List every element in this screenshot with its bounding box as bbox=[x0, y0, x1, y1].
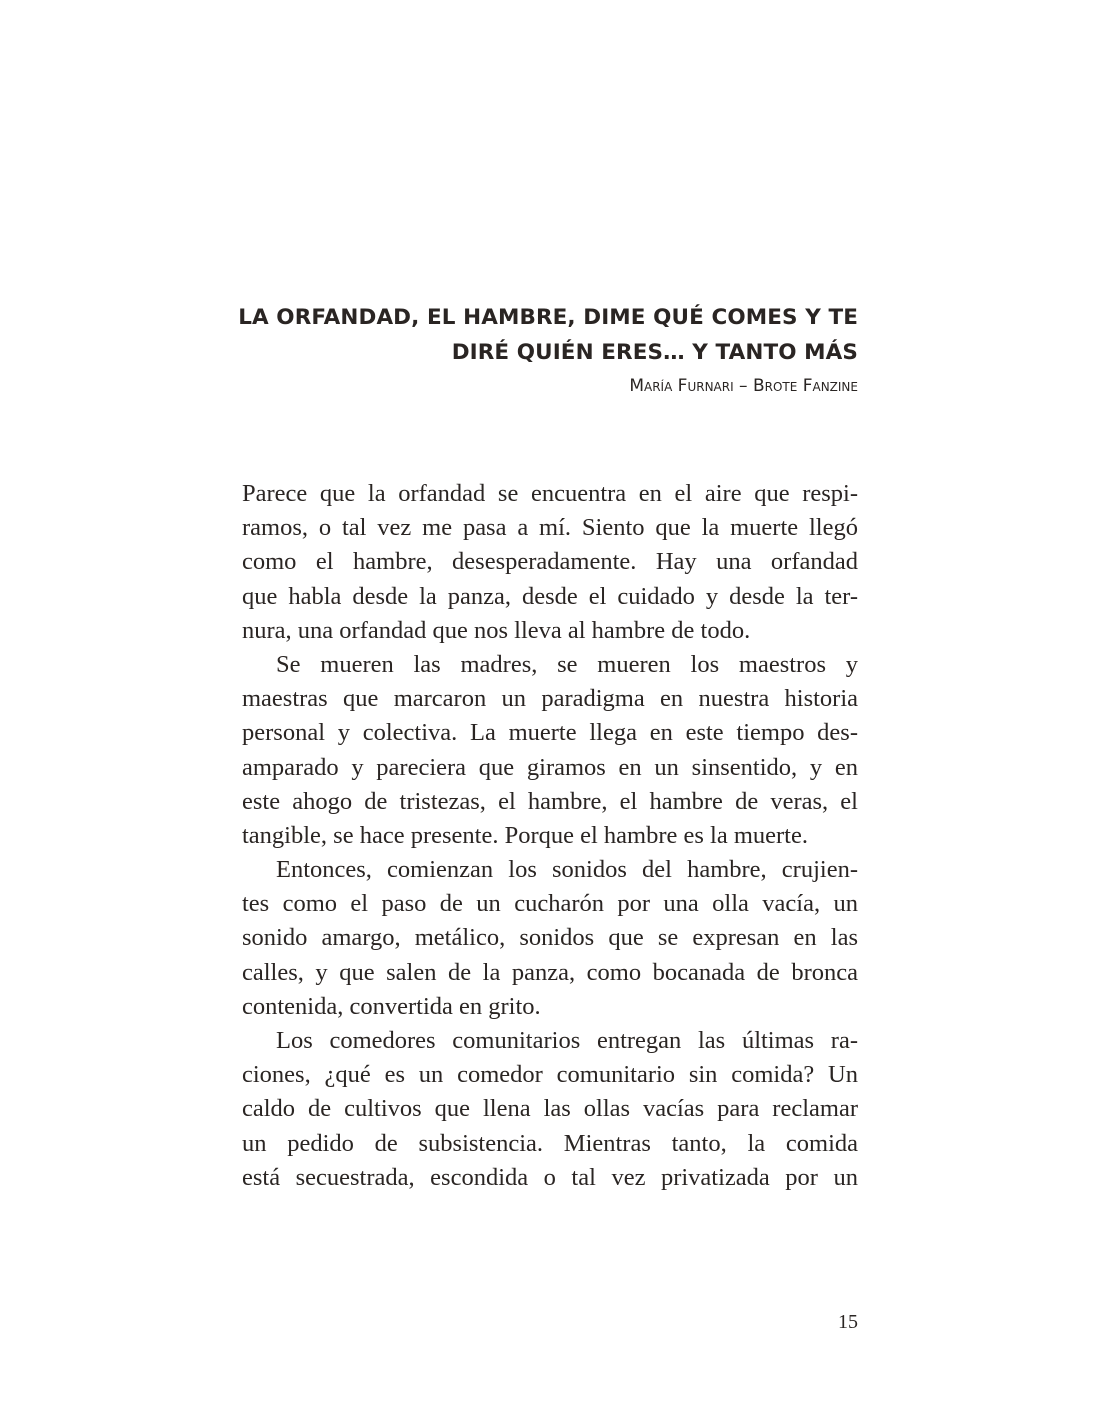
text-line: contenida, convertida en grito. bbox=[242, 992, 541, 1020]
text-line: calles, y que salen de la panza, como bocanada de bronca bbox=[242, 958, 858, 986]
text-line: que habla desde la panza, desde el cuidado y desde la ter- bbox=[242, 582, 858, 610]
text-line: Parece que la orfandad se encuentra en el aire que respi- bbox=[242, 480, 858, 507]
text-line: ramos, o tal vez me pasa a mí. Siento que la muerte llegó bbox=[242, 514, 858, 542]
text-line: como el hambre, desesperadamente. Hay una orfandad bbox=[242, 548, 858, 576]
chapter-title-line: DIRÉ QUIÉN ERES… Y TANTO MÁS bbox=[451, 340, 858, 365]
paragraph bbox=[242, 1024, 858, 1195]
text-line: sonido amargo, metálico, sonidos que se expresan en las bbox=[242, 924, 858, 952]
paragraph bbox=[242, 477, 858, 648]
paragraph bbox=[242, 648, 858, 853]
text-line: tangible, se hace presente. Porque el hambre es la muerte. bbox=[242, 821, 808, 849]
text-line: Los comedores comunitarios entregan las últimas ra- bbox=[276, 1027, 858, 1054]
chapter-title-line: LA ORFANDAD, EL HAMBRE, DIME QUÉ COMES Y TE bbox=[238, 305, 858, 330]
page-number: 15 bbox=[838, 1311, 858, 1333]
text-line: Se mueren las madres, se mueren los maestros y bbox=[276, 650, 858, 678]
text-line: ciones, ¿qué es un comedor comunitario sin comida? Un bbox=[242, 1061, 858, 1089]
text-line: nura, una orfandad que nos lleva al hambre de todo. bbox=[242, 616, 751, 644]
body-text bbox=[242, 477, 858, 1195]
paragraph bbox=[242, 853, 858, 1024]
text-line: Entonces, comienzan los sonidos del hambre, crujien- bbox=[276, 856, 858, 884]
author-byline: María Furnari – Brote Fanzine bbox=[629, 376, 858, 396]
chapter-title bbox=[200, 300, 858, 370]
text-line: amparado y pareciera que giramos en un sinsentido, y en bbox=[242, 753, 858, 781]
text-line: maestras que marcaron un paradigma en nuestra historia bbox=[242, 685, 858, 713]
text-line: caldo de cultivos que llena las ollas vacías para reclamar bbox=[242, 1095, 858, 1123]
text-line: personal y colectiva. La muerte llega en este tiempo des- bbox=[242, 719, 858, 747]
text-line: un pedido de subsistencia. Mientras tanto, la comida bbox=[242, 1129, 858, 1157]
text-line: este ahogo de tristezas, el hambre, el hambre de veras, el bbox=[242, 787, 858, 815]
text-line: está secuestrada, escondida o tal vez privatizada por un bbox=[242, 1163, 858, 1191]
text-line: tes como el paso de un cucharón por una olla vacía, un bbox=[242, 890, 858, 918]
